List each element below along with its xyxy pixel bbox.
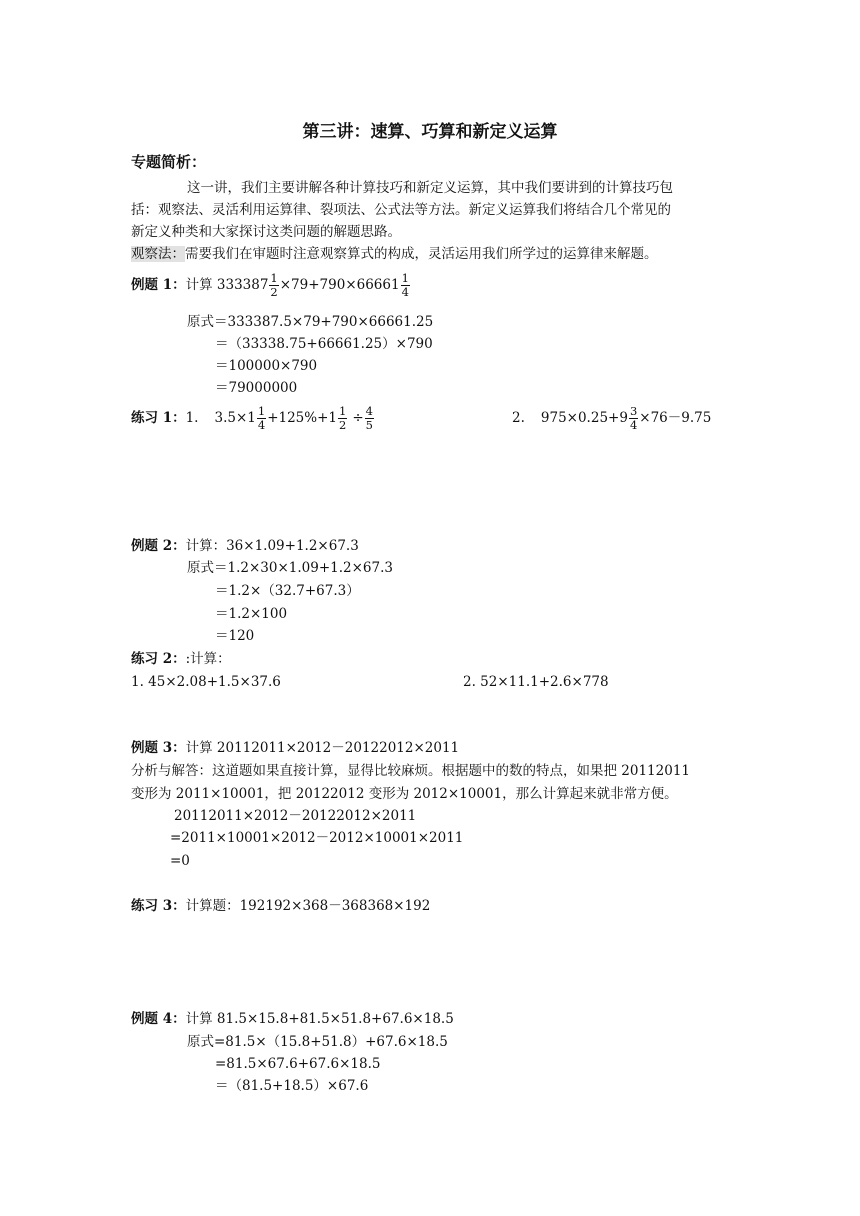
practice-2-text: :计算：: [185, 651, 231, 667]
example-2-text: 计算：36×1.09+1.2×67.3: [185, 538, 359, 554]
practice-1-a-mid: +125%+1: [267, 410, 337, 426]
example-1-question: [131, 270, 411, 300]
fraction-4-5: $\frac{4}{5}$: [365, 403, 373, 432]
practice-3-question: [131, 897, 430, 915]
fraction-one-half: $\frac{1}{2}$: [270, 270, 278, 299]
practice-1-number-b: 2.: [512, 410, 525, 426]
intro-paragraph-line-3: 新定义种类和大家探讨这类问题的解题思路。: [131, 224, 401, 240]
practice-2-item-1: 1. 45×2.08+1.5×37.6: [131, 674, 281, 690]
practice-1-number-a: 1.: [185, 410, 199, 426]
practice-3-label: 练习 3：: [131, 898, 186, 914]
example-4-step-2: =81.5×67.6+67.6×18.5: [215, 1056, 381, 1072]
practice-2-item-2: 2. 52×11.1+2.6×778: [463, 674, 609, 690]
example-1-text-mid: ×79+790×66661: [279, 277, 400, 293]
example-3-analysis-line-2: 变形为 2011×10001，把 20122012 变形为 2012×10001，那么计算起来就非常方便。: [131, 786, 678, 802]
example-4-step-1: 原式=81.5×（15.8+51.8）+67.6×18.5: [187, 1034, 448, 1050]
example-4-question: [131, 1010, 454, 1028]
example-3-text: 计算 20112011×2012－20122012×2011: [185, 740, 460, 756]
practice-1-question-a: [131, 403, 375, 433]
example-2-question: [131, 537, 359, 555]
intro-paragraph-line-2: 括：观察法、灵活利用运算律、裂项法、公式法等方法。新定义运算我们将结合几个常见的: [131, 202, 671, 218]
example-1-text-pre: 计算 333387: [185, 277, 269, 293]
practice-1-b-post: ×76－9.75: [639, 410, 712, 426]
example-2-label: 例题 2：: [131, 538, 186, 554]
practice-1-b-pre: 975×0.25+9: [540, 410, 628, 426]
example-4-step-3: ＝（81.5+18.5）×67.6: [215, 1078, 369, 1094]
example-3-step-1: 20112011×2012－20122012×2011: [174, 808, 417, 824]
practice-3-text: 计算题：192192×368－368368×192: [185, 898, 431, 914]
observation-method-label: 观察法：: [131, 246, 185, 262]
intro-paragraph-line-1: 这一讲，我们主要讲解各种计算技巧和新定义运算，其中我们要讲到的计算技巧包: [187, 180, 673, 196]
example-1-label: 例题 1：: [131, 277, 186, 293]
example-4-label: 例题 4：: [131, 1011, 186, 1027]
fraction-1-4: $\frac{1}{4}$: [257, 403, 266, 432]
practice-1-label: 练习 1：: [131, 410, 186, 426]
practice-1-a-pre: 3.5×1: [214, 410, 256, 426]
example-1-step-3: ＝100000×790: [215, 358, 318, 374]
intro-heading: 专题简析：: [131, 153, 207, 171]
observation-method-line: [131, 245, 658, 263]
division-sign: ÷: [352, 410, 364, 426]
example-3-step-2: =2011×10001×2012－2012×10001×2011: [170, 830, 464, 846]
page-title: 第三讲：速算、巧算和新定义运算: [302, 122, 558, 142]
example-4-text: 计算 81.5×15.8+81.5×51.8+67.6×18.5: [185, 1011, 454, 1027]
example-3-label: 例题 3：: [131, 740, 186, 756]
fraction-one-quarter: $\frac{1}{4}$: [401, 270, 409, 299]
example-2-step-3: ＝1.2×100: [215, 606, 288, 622]
example-2-step-1: 原式＝1.2×30×1.09+1.2×67.3: [187, 560, 393, 576]
example-2-step-4: ＝120: [215, 628, 255, 644]
example-3-analysis-line-1: 分析与解答：这道题如果直接计算，显得比较麻烦。根据题中的数的特点，如果把 20112011: [131, 763, 691, 779]
example-3-step-3: =0: [170, 853, 190, 869]
practice-1-question-b: [512, 403, 711, 433]
observation-method-text: 需要我们在审题时注意观察算式的构成，灵活运用我们所学过的运算律来解题。: [185, 246, 658, 262]
fraction-3-4: $\frac{3}{4}$: [629, 403, 638, 432]
practice-2-question: [131, 650, 231, 668]
example-1-step-2: ＝（33338.75+66661.25）×790: [215, 336, 433, 352]
fraction-1-2: $\frac{1}{2}$: [339, 403, 347, 432]
example-1-step-4: ＝79000000: [215, 380, 298, 396]
practice-2-label: 练习 2：: [131, 651, 186, 667]
example-1-step-1: 原式＝333387.5×79+790×66661.25: [187, 314, 434, 330]
example-2-step-2: ＝1.2×（32.7+67.3）: [215, 583, 360, 599]
example-3-question: [131, 739, 459, 757]
